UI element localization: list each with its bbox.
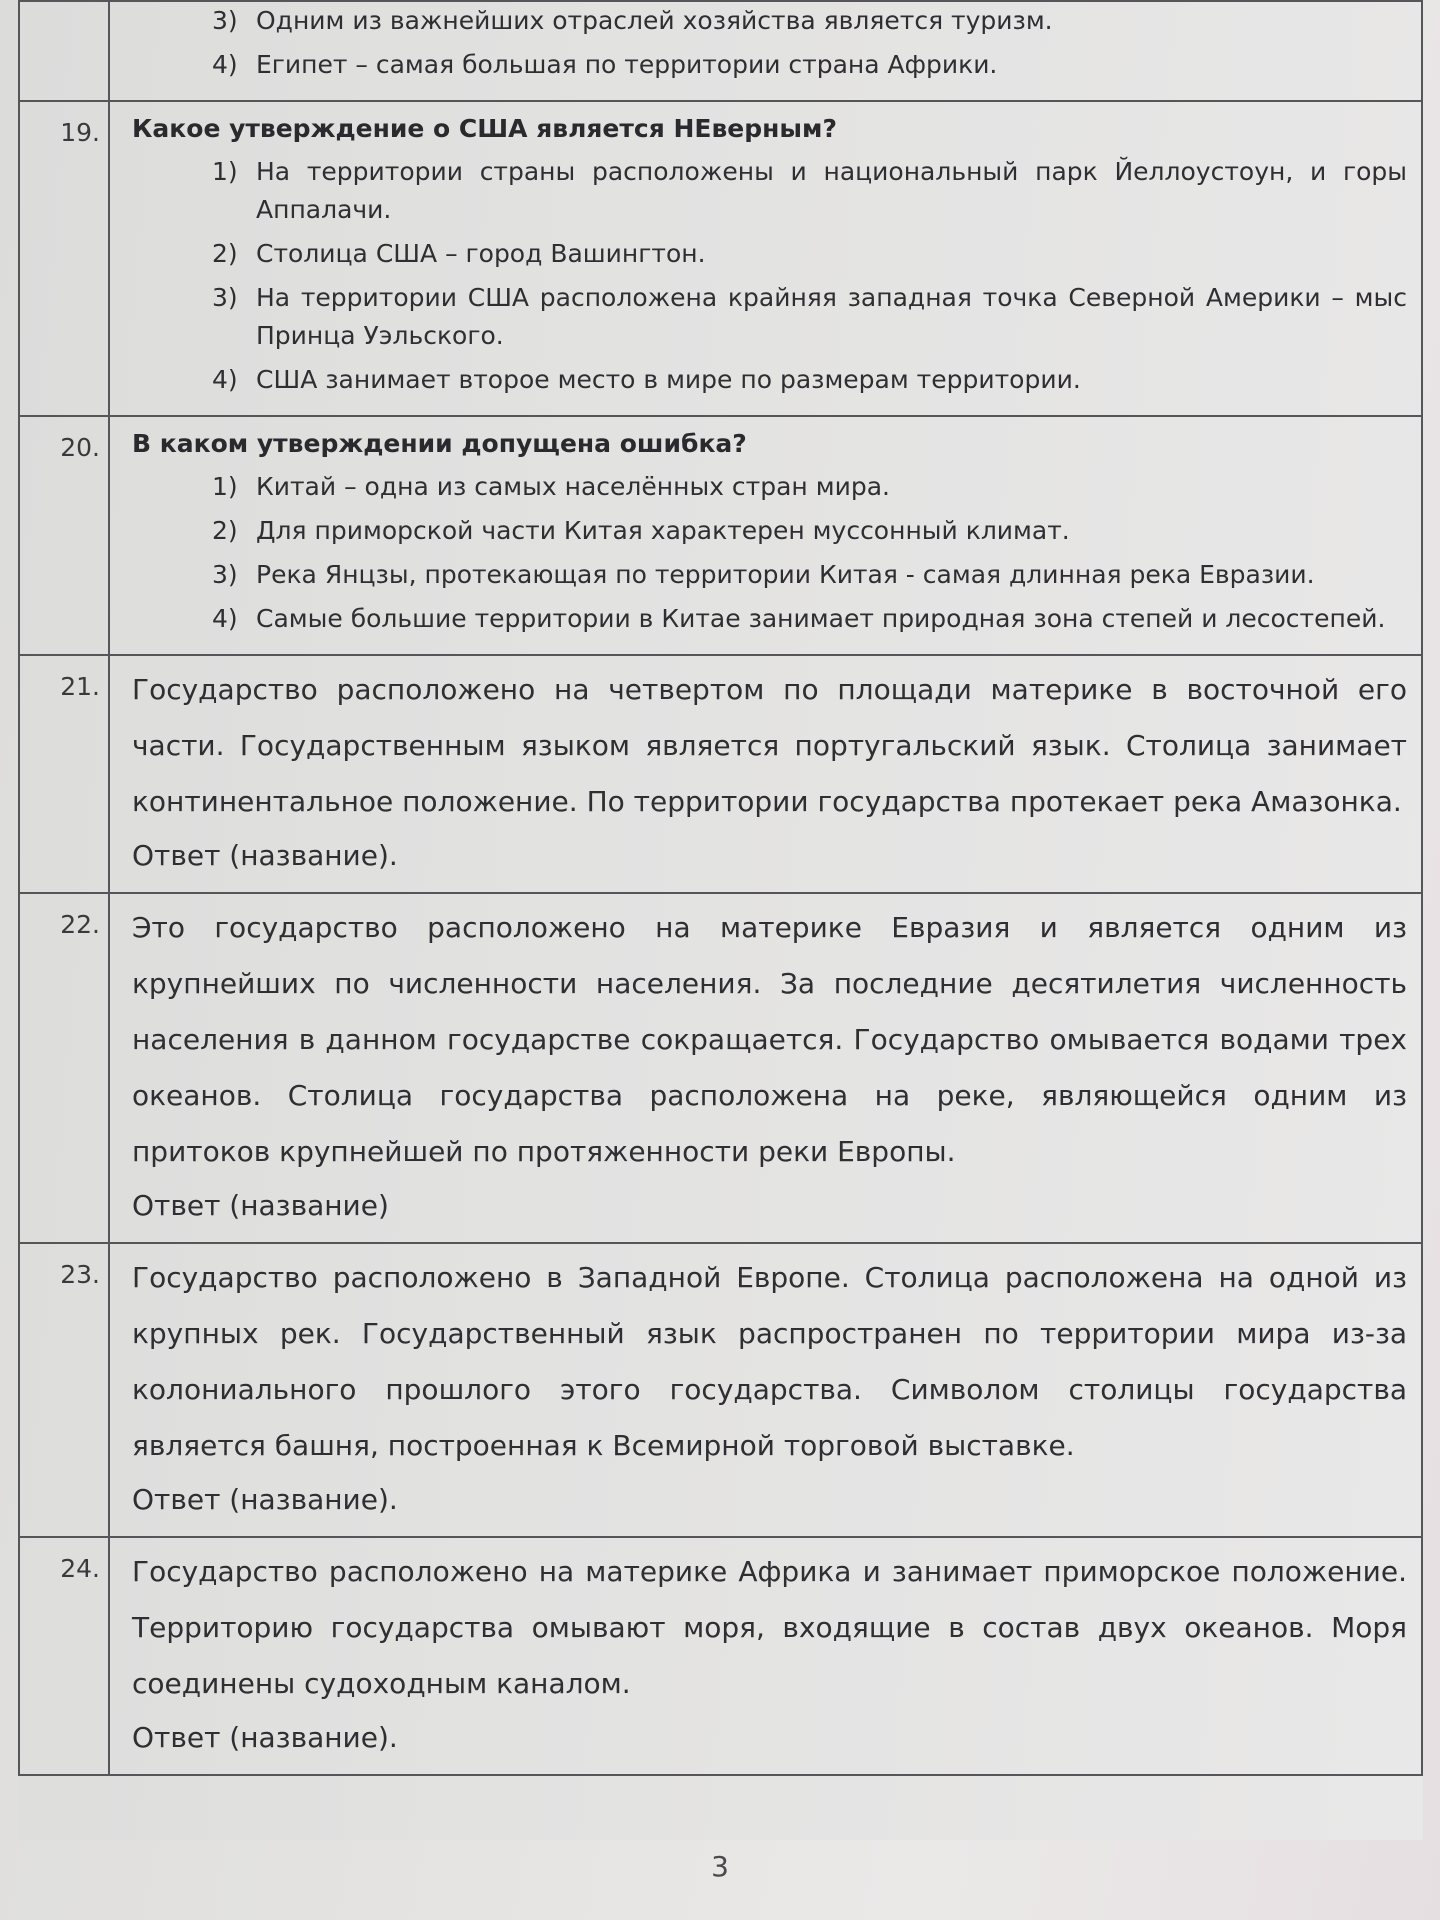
option-item	[212, 46, 1407, 84]
task-text: Государство расположено на четвертом по площади материке в восточной его части. Государственным языком является португальский язык. Столица занимает континентальное положение. По территории государства протекает река Амазонка.	[132, 673, 1407, 818]
option-number: 1)	[212, 472, 238, 501]
option-text: На территории страны расположены и национальный парк Йеллоустоун, и горы Аппалачи.	[256, 157, 1407, 224]
question-title: В каком утверждении допущена ошибка?	[132, 429, 747, 458]
task-body-cell	[109, 1, 1422, 101]
option-text: Одним из важнейших отраслей хозяйства является туризм.	[256, 6, 1053, 35]
table-row-q19	[19, 101, 1422, 416]
task-number: 20.	[19, 416, 109, 655]
task-number-cell	[19, 1, 109, 101]
option-text: Река Янцзы, протекающая по территории Китая - самая длинная река Евразии.	[256, 560, 1315, 589]
task-body-cell	[109, 893, 1422, 1243]
option-number: 4)	[212, 365, 238, 394]
table-row-q22	[19, 893, 1422, 1243]
option-item	[212, 279, 1407, 355]
options-list	[132, 468, 1407, 638]
task-number: 19.	[19, 101, 109, 416]
options-list	[132, 153, 1407, 399]
table-row-q20	[19, 416, 1422, 655]
task-text: Это государство расположено на материке Евразия и является одним из крупнейших по численности населения. За последние десятилетия численность населения в данном государстве сокращается. Государство омывается водами трех океанов. Столица государства расположена на реке, являющейся одним из притоков крупнейшей по протяженности реки Европы.	[132, 911, 1407, 1168]
answer-prompt: Ответ (название).	[132, 1483, 398, 1516]
option-item	[212, 361, 1407, 399]
option-text: Столица США – город Вашингтон.	[256, 239, 706, 268]
table-row-q23	[19, 1243, 1422, 1537]
option-item	[212, 235, 1407, 273]
option-number: 4)	[212, 50, 238, 79]
table-row-q24	[19, 1537, 1422, 1775]
option-item	[212, 153, 1407, 229]
options-list	[132, 2, 1407, 84]
task-body-cell	[109, 655, 1422, 893]
task-text: Государство расположено на материке Африка и занимает приморское положение. Территорию государства омывают моря, входящие в состав двух океанов. Моря соединены судоходным каналом.	[132, 1555, 1407, 1700]
option-item	[212, 600, 1407, 638]
option-text: США занимает второе место в мире по размерам территории.	[256, 365, 1081, 394]
option-number: 3)	[212, 6, 238, 35]
option-number: 2)	[212, 516, 238, 545]
answer-prompt: Ответ (название).	[132, 1721, 398, 1754]
option-text: На территории США расположена крайняя западная точка Северной Америки – мыс Принца Уэльского.	[256, 283, 1407, 350]
task-body-cell	[109, 1537, 1422, 1775]
task-table	[18, 0, 1423, 1776]
answer-prompt: Ответ (название)	[132, 1189, 389, 1222]
option-number: 1)	[212, 157, 238, 186]
question-title: Какое утверждение о США является НЕверным?	[132, 114, 837, 143]
option-item	[212, 512, 1407, 550]
table-row-q21	[19, 655, 1422, 893]
option-text: Самые большие территории в Китае занимает природная зона степей и лесостепей.	[256, 604, 1386, 633]
option-text: Для приморской части Китая характерен муссонный климат.	[256, 516, 1070, 545]
option-number: 2)	[212, 239, 238, 268]
option-item	[212, 2, 1407, 40]
option-text: Египет – самая большая по территории страна Африки.	[256, 50, 998, 79]
task-text: Государство расположено в Западной Европе. Столица расположена на одной из крупных рек. Государственный язык распространен по территории мира из-за колониального прошлого этого государства. Символом столицы государства является башня, построенная к Всемирной торговой выставке.	[132, 1261, 1407, 1462]
task-body-cell	[109, 416, 1422, 655]
task-number: 23.	[19, 1243, 109, 1537]
option-item	[212, 556, 1407, 594]
answer-prompt: Ответ (название).	[132, 839, 398, 872]
option-item	[212, 468, 1407, 506]
option-text: Китай – одна из самых населённых стран мира.	[256, 472, 890, 501]
option-number: 3)	[212, 283, 238, 312]
page-number: 3	[711, 1850, 729, 1883]
task-number: 24.	[19, 1537, 109, 1775]
option-number: 4)	[212, 604, 238, 633]
task-number: 21.	[19, 655, 109, 893]
task-number: 22.	[19, 893, 109, 1243]
table-row-prev	[19, 1, 1422, 101]
option-number: 3)	[212, 560, 238, 589]
task-body-cell	[109, 101, 1422, 416]
task-body-cell	[109, 1243, 1422, 1537]
